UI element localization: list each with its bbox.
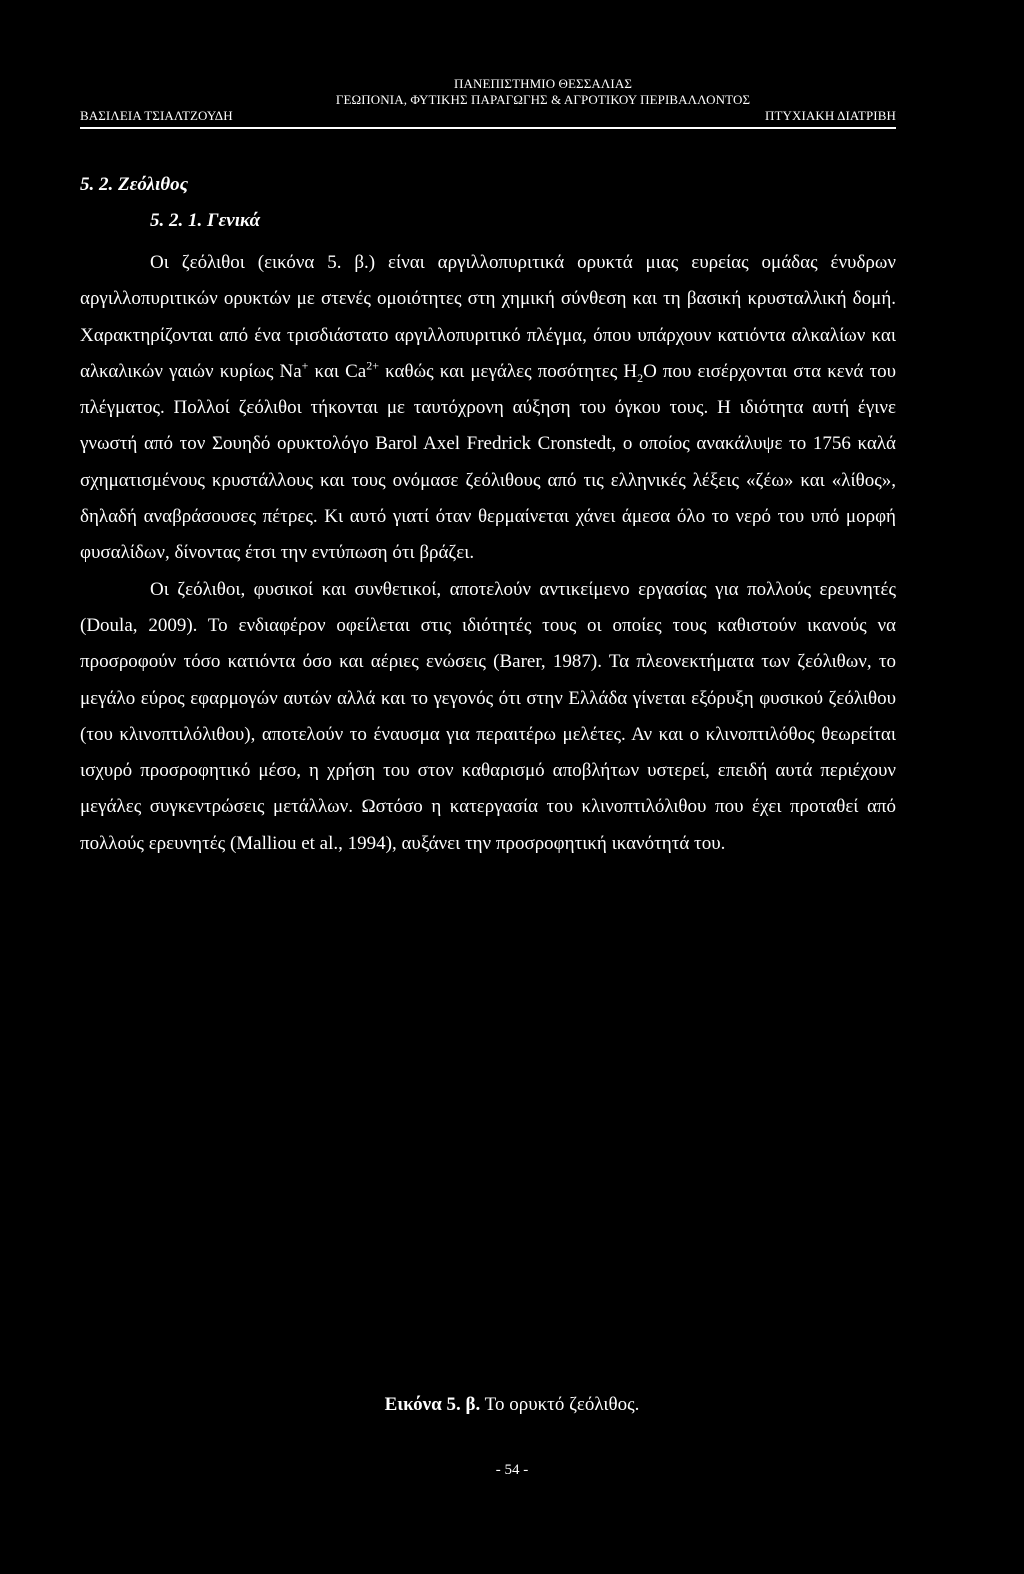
body-text — [80, 245, 896, 862]
section-title: 5. 2. Ζεόλιθος — [80, 174, 189, 195]
paragraph-1-part-b: και Ca — [308, 360, 367, 382]
paragraph-1-part-a: Οι ζεόλιθοι (εικόνα 5. β.) είναι αργιλλοπυριτικά ορυκτά μιας ευρείας ομάδας ένυδρων αργιλλοπυριτικών ορυκτών με στενές ομοιότητες στη χημική σύνθεση και τη βασική κρυσταλλική δομή. Χαρακτηρίζονται από ένα τρισδιάστατο αργιλλοπυριτικό πλέγμα, όπου υπάρχουν κατιόντα αλκαλίων και αλκαλικών γαιών κυρίως Na — [80, 252, 896, 382]
paragraph-1-part-c: καθώς και μεγάλες ποσότητες H — [379, 360, 638, 382]
header-rule — [80, 127, 896, 129]
calcium-charge: 2+ — [366, 358, 380, 373]
figure-caption-text: Το ορυκτό ζεόλιθος. — [480, 1394, 640, 1415]
page-number: - 54 - — [495, 1462, 529, 1478]
header-university: ΠΑΝΕΠΙΣΤΗΜΙΟ ΘΕΣΣΑΛΙΑΣ — [453, 76, 632, 91]
header-department: ΓΕΩΠΟΝΙΑ, ΦΥΤΙΚΗΣ ΠΑΡΑΓΩΓΗΣ & ΑΓΡΟΤΙΚΟΥ ΠΕΡΙΒΑΛΛΟΝΤΟΣ — [335, 92, 751, 107]
header-author: ΒΑΣΙΛΕΙΑ ΤΣΙΑΛΤΖΟΥΔΗ — [80, 108, 233, 123]
paragraph-1-part-d: O που εισέρχονται στα κενά του πλέγματος. Πολλοί ζεόλιθοι τήκονται με ταυτόχρονη αύξηση του όγκου τους. Η ιδιότητα αυτή έγινε γνωστή από τον Σουηδό ορυκτολόγο Barol Axel Fredrick Cronstedt, ο οποίος ανακάλυψε το 1756 καλά σχηματισμένους κρυστάλλους και τους ονόμασε ζεόλιθους από τις ελληνικές λέξεις «ζέω» και «λίθος», δηλαδή αναβράσουσες πέτρες. Κι αυτό γιατί όταν θερμαίνεται χάνει άμεσα όλο το νερό του υπό μορφή φυσαλίδων, δίνοντας έτσι την εντύπωση ότι βράζει. — [80, 360, 896, 564]
subsection-title: 5. 2. 1. Γενικά — [150, 210, 261, 231]
header-bottom-row — [80, 108, 896, 124]
figure-label: Εικόνα 5. β. — [384, 1394, 481, 1415]
figure-caption — [0, 1394, 1024, 1416]
water-subscript: 2 — [637, 370, 644, 385]
sodium-charge: + — [301, 358, 309, 373]
paragraph-2: Οι ζεόλιθοι, φυσικοί και συνθετικοί, αποτελούν αντικείμενο εργασίας για πολλούς ερευνητές (Doula, 2009). Το ενδιαφέρον οφείλεται στις ιδιότητές τους οι οποίες τους καθιστούν ικανούς να προσροφούν τόσο κατιόντα όσο και αέριες ενώσεις (Barer, 1987). Τα πλεονεκτήματα των ζεόλιθων, το μεγάλο εύρος εφαρμογών αυτών αλλά και το γεγονός ότι στην Ελλάδα γίνεται εξόρυξη φυσικού ζεόλιθου (του κλινοπτιλόλιθου), αποτελούν το έναυσμα για περαιτέρω μελέτες. Αν και ο κλινοπτιλόθος θεωρείται ισχυρό προσροφητικό μέσο, η χρήση του στον καθαρισμό αποβλήτων υστερεί, επειδή αυτά περιέχουν μεγάλες συγκεντρώσεις μετάλλων. Ωστόσο η κατεργασία του κλινοπτιλόλιθου που έχει προταθεί από πολλούς ερευνητές (Malliou et al., 1994), αυξάνει την προσροφητική ικανότητά του. — [80, 578, 896, 854]
page-header — [80, 76, 896, 129]
paragraph-1 — [80, 245, 896, 572]
header-doc-type: ΠΤΥΧΙΑΚΗ ΔΙΑΤΡΙΒΗ — [764, 108, 896, 123]
